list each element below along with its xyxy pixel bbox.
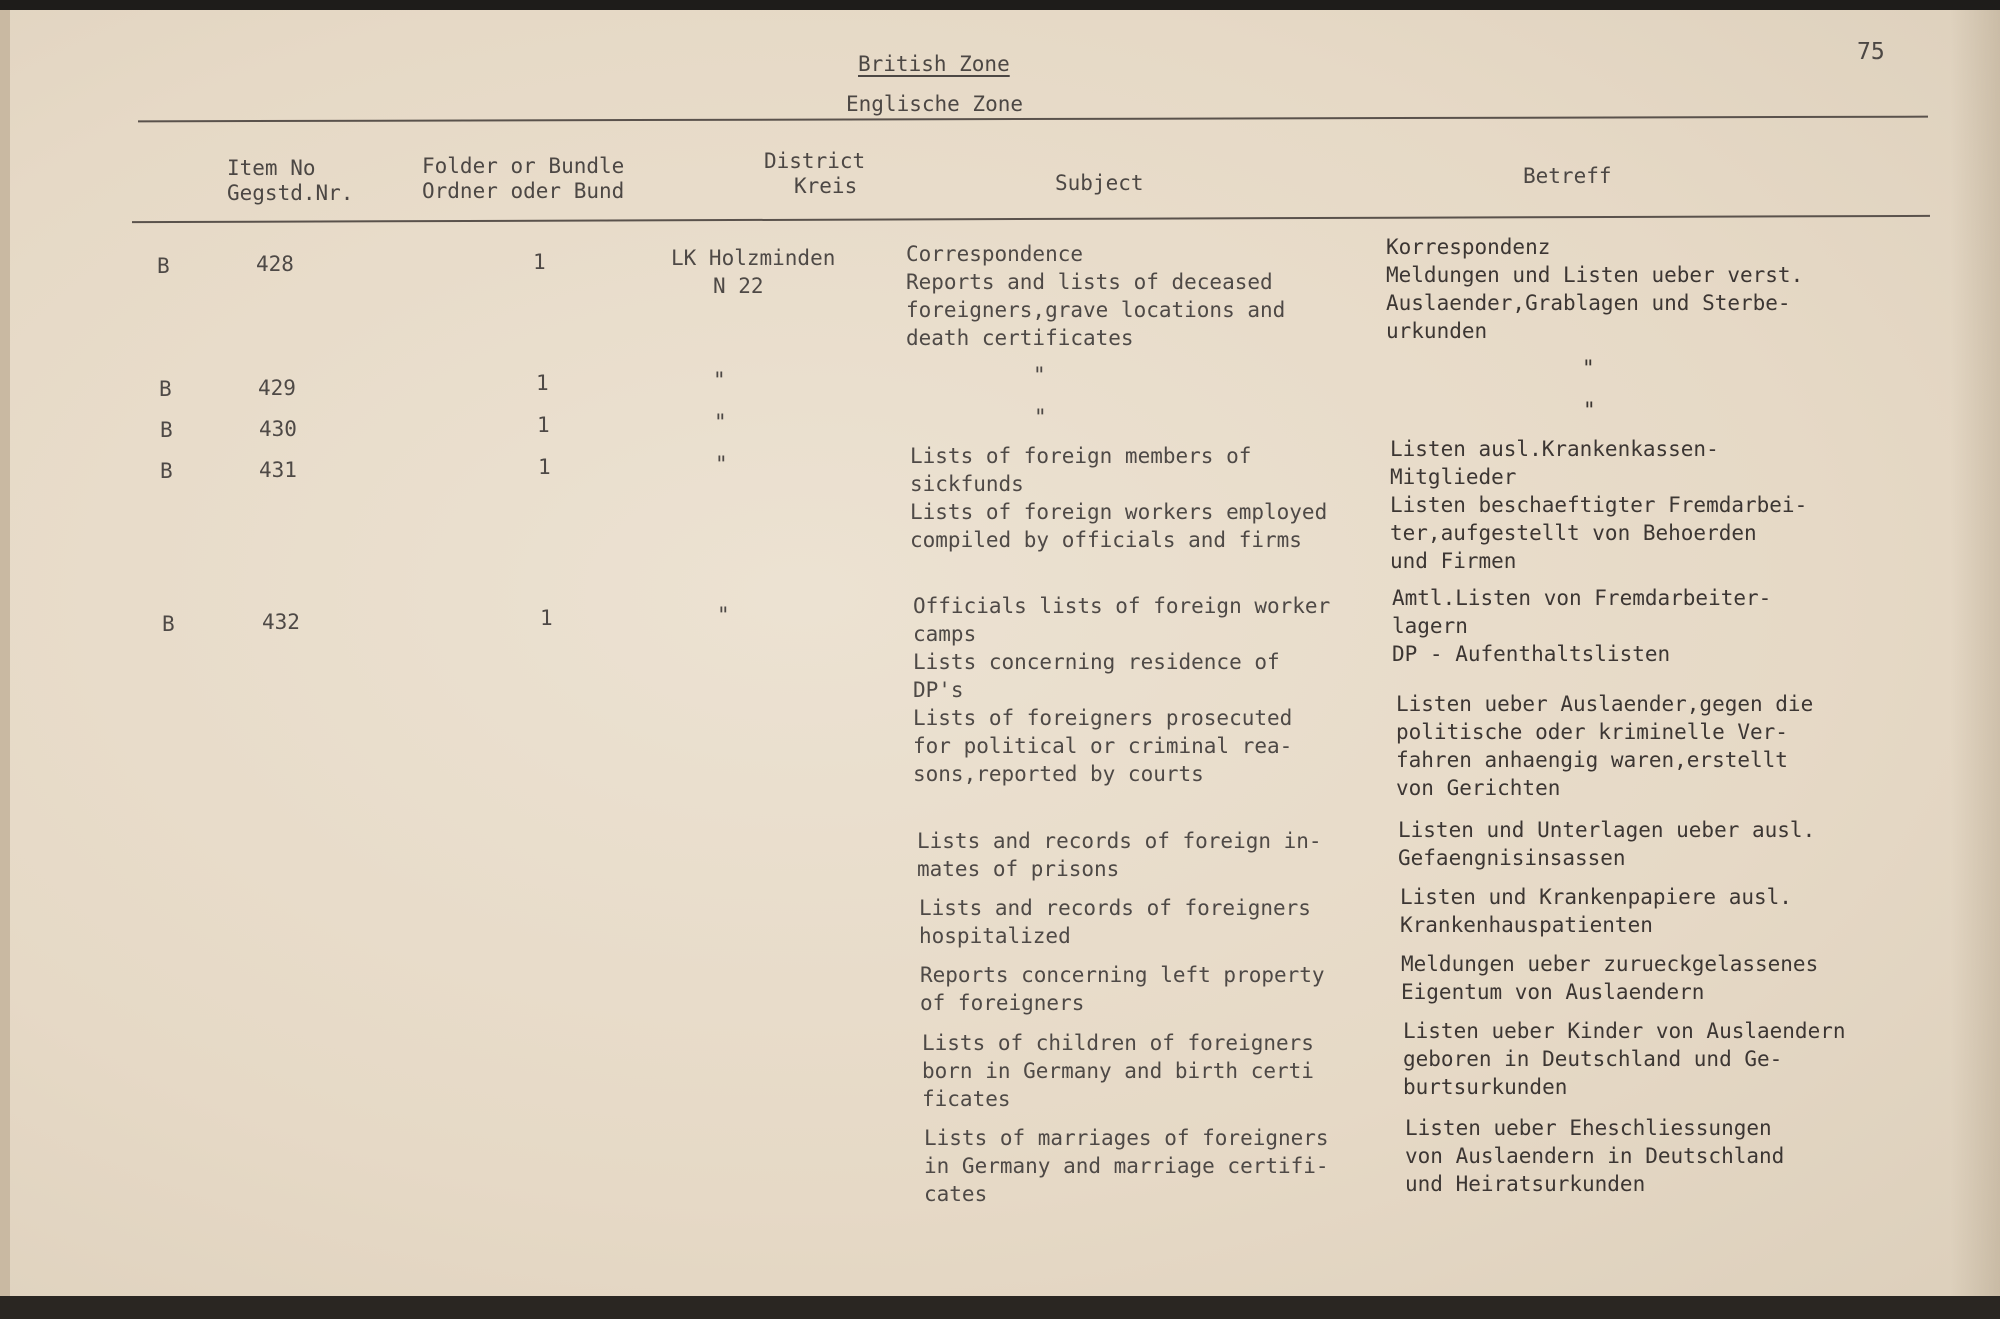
page-number: 75 <box>1857 39 1885 65</box>
row-432-prefix: B <box>162 612 175 636</box>
header-district: District Kreis <box>764 149 866 198</box>
row-430-district: " <box>714 410 727 434</box>
row-430-prefix: B <box>160 418 173 442</box>
row-431-subject: Lists of foreign members of sickfunds Lists of foreign workers employed compiled by officials and firms <box>910 444 1328 552</box>
row-432-betreff-block: Amtl.Listen von Fremdarbeiter- lagern DP - Aufenthaltslisten <box>1392 586 1772 666</box>
header-betreff: Betreff <box>1523 164 1612 188</box>
row-429-item: 429 <box>258 376 296 400</box>
row-429-folder: 1 <box>536 371 549 395</box>
zone-title: British Zone <box>858 52 1010 76</box>
row-430-folder: 1 <box>537 413 550 437</box>
row-429-prefix: B <box>159 377 172 401</box>
row-431-prefix: B <box>160 459 173 483</box>
zone-subtitle: Englische Zone <box>846 92 1024 116</box>
row-432-subject-block: Lists and records of foreigners hospitalized <box>919 896 1311 948</box>
row-430-item: 430 <box>259 417 297 441</box>
row-432-subject-block: Officials lists of foreign worker camps Lists concerning residence of DP's Lists of foreigners prosecuted for political or criminal rea- sons,reported by courts <box>913 594 1331 786</box>
row-431-item: 431 <box>259 458 297 482</box>
row-432-subject-block: Lists of marriages of foreigners in Germany and marriage certifi- cates <box>924 1126 1329 1206</box>
row-432-betreff-block: Listen ueber Kinder von Auslaendern geboren in Deutschland und Ge- burtsurkunden <box>1403 1019 1846 1099</box>
row-431-betreff: Listen ausl.Krankenkassen- Mitglieder Listen beschaeftigter Fremdarbei- ter,aufgestellt von Behoerden und Firmen <box>1390 437 1808 573</box>
row-432-item: 432 <box>262 610 300 634</box>
row-432-betreff-block: Listen und Krankenpapiere ausl. Krankenhauspatienten <box>1400 885 1792 937</box>
row-432-betreff-block: Listen und Unterlagen ueber ausl. Gefaengnisinsassen <box>1398 818 1816 870</box>
row-428-district: LK Holzminden N 22 <box>671 246 836 298</box>
row-428-prefix: B <box>157 254 170 278</box>
header-folder: Folder or Bundle Ordner oder Bund <box>422 154 625 203</box>
row-428-betreff: Korrespondenz Meldungen und Listen ueber verst. Auslaender,Grablagen und Sterbe- urkunden <box>1386 235 1804 343</box>
row-432-subject-block: Lists of children of foreigners born in Germany and birth certi ficates <box>922 1031 1314 1111</box>
row-428-folder: 1 <box>533 250 546 274</box>
page-left-edge <box>0 10 10 1310</box>
row-432-betreff-block: Listen ueber Eheschliessungen von Auslaendern in Deutschland und Heiratsurkunden <box>1405 1116 1785 1196</box>
row-432-subject-block: Reports concerning left property of foreigners <box>920 963 1325 1015</box>
page-bottom-edge <box>0 1296 2000 1319</box>
row-429-subject: " <box>1033 363 1046 387</box>
row-432-district: " <box>717 603 730 627</box>
page-fold-shadow <box>1950 10 2000 1300</box>
row-429-betreff: " <box>1582 356 1595 380</box>
row-428-subject: Correspondence Reports and lists of deceased foreigners,grave locations and death certificates <box>906 242 1286 350</box>
row-428-item: 428 <box>256 252 294 276</box>
header-subject: Subject <box>1055 171 1144 195</box>
row-432-betreff-block: Listen ueber Auslaender,gegen die politische oder kriminelle Ver- fahren anhaengig waren,erstellt von Gerichten <box>1396 692 1814 800</box>
row-430-betreff: " <box>1583 398 1596 422</box>
row-432-subject-block: Lists and records of foreign in- mates of prisons <box>917 829 1322 881</box>
row-432-betreff-block: Meldungen ueber zurueckgelassenes Eigentum von Auslaendern <box>1401 952 1819 1004</box>
row-431-folder: 1 <box>538 455 551 479</box>
row-430-subject: " <box>1034 405 1047 429</box>
header-item-no: Item No Gegstd.Nr. <box>227 156 354 205</box>
row-432-folder: 1 <box>540 606 553 630</box>
row-429-district: " <box>713 368 726 392</box>
row-431-district: " <box>715 452 728 476</box>
